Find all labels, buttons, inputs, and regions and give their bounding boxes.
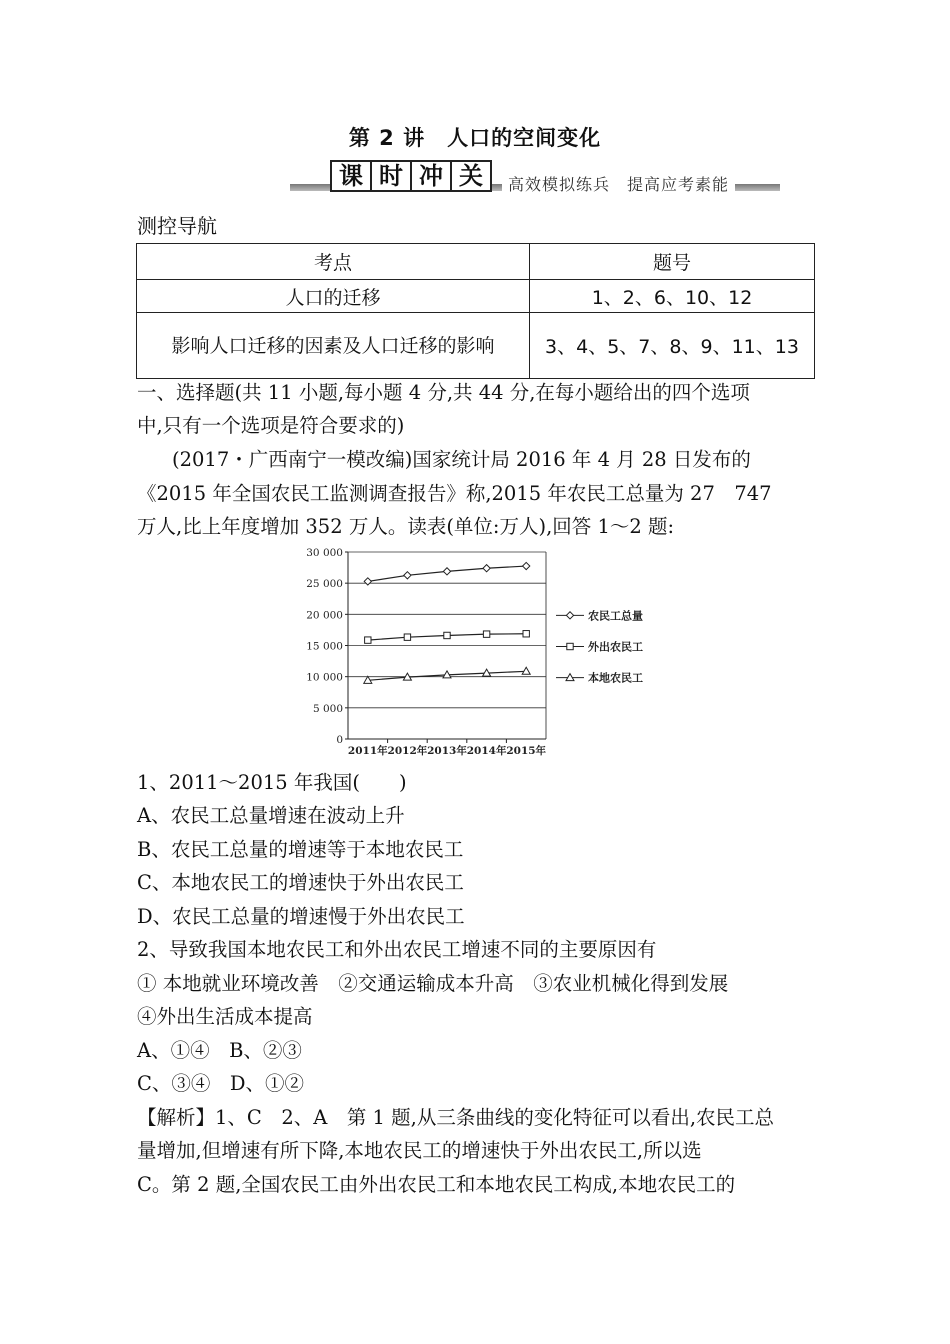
y-tick-label: 20 000 [306, 609, 343, 622]
option-1c: C、本地农民工的增速快于外出农民工 [137, 871, 464, 894]
question-1: 1、2011～2015 年我国( ) [137, 771, 407, 794]
answer-line: 量增加,但增速有所下降,本地农民工的增速快于外出农民工,所以选 [137, 1139, 702, 1162]
data-point-diamond [523, 562, 530, 569]
option-2ab: A、①④ B、②③ [137, 1039, 302, 1062]
question-2: 2、导致我国本地农民工和外出农民工增速不同的主要原因有 [137, 938, 657, 961]
answer-line [137, 1101, 774, 1135]
y-tick-label: 25 000 [306, 578, 343, 591]
data-point-diamond [483, 565, 490, 572]
answer-label: 【解析】 [137, 1106, 216, 1129]
x-tick-labels [348, 744, 547, 757]
answer-text: 1、C 2、A 第 1 题,从三条曲线的变化特征可以看出,农民工总 [215, 1106, 775, 1129]
x-tick-label: 2012年 [387, 745, 428, 757]
paragraph-line: 中,只有一个选项是符合要求的) [137, 414, 405, 437]
paragraph-line: (2017・广西南宁一模改编)国家统计局 2016 年 4 月 28 日发布的 [172, 448, 751, 471]
y-tick-label: 30 000 [306, 547, 343, 559]
x-tick-label: 2014年 [466, 745, 507, 757]
chart-series [364, 562, 530, 683]
data-point-square [567, 643, 573, 649]
page-title: 第 2 讲 人口的空间变化 [348, 126, 602, 150]
paragraph-line: 万人,比上年度增加 352 万人。读表(单位:万人),回答 1～2 题: [137, 515, 675, 538]
data-point-triangle [522, 667, 530, 674]
paragraph-line: 《2015 年全国农民工监测调查报告》称,2015 年农民工总量为 27 747 [137, 482, 772, 505]
data-point-square [523, 631, 529, 637]
x-tick-label: 2011年 [347, 745, 388, 757]
banner-slogan: 高效模拟练兵 提高应考素能 [502, 172, 735, 195]
table-row [137, 280, 815, 313]
table-cell: 3、4、5、7、8、9、11、13 [530, 313, 815, 379]
option-2cd: C、③④ D、①② [137, 1072, 305, 1095]
data-point-diamond [566, 612, 573, 619]
x-tick-label: 2015年 [506, 745, 547, 757]
data-point-square [404, 634, 410, 640]
data-point-diamond [443, 568, 450, 575]
data-point-diamond [364, 578, 371, 585]
legend-label: 本地农民工 [588, 671, 643, 685]
option-1d: D、农民工总量的增速慢于外出农民工 [137, 905, 465, 928]
y-tick-label: 0 [336, 734, 343, 746]
nav-table [136, 243, 815, 379]
banner-char: 关 [450, 160, 492, 192]
y-tick-label: 15 000 [306, 640, 343, 653]
option-1b: B、农民工总量的增速等于本地农民工 [137, 838, 464, 861]
data-point-square [444, 632, 450, 638]
table-row [137, 313, 815, 379]
y-tick-label: 5 000 [312, 702, 343, 715]
banner-char: 冲 [410, 160, 452, 192]
banner-char: 课 [330, 160, 372, 192]
table-cell: 1、2、6、10、12 [530, 280, 815, 313]
option-1a: A、农民工总量增速在波动上升 [137, 804, 405, 827]
table-header-cell: 考点 [137, 244, 530, 280]
data-point-diamond [404, 572, 411, 579]
question-2-items: ④外出生活成本提高 [137, 1005, 313, 1028]
x-tick-label: 2013年 [427, 745, 467, 757]
legend-label: 外出农民工 [588, 640, 643, 654]
banner [290, 160, 780, 194]
banner-char: 时 [370, 160, 412, 192]
data-point-square [365, 637, 371, 643]
y-tick-label: 10 000 [306, 671, 343, 684]
table-cell: 影响人口迁移的因素及人口迁移的影响 [137, 313, 530, 379]
table-header-cell: 题号 [530, 244, 815, 280]
answer-line: C。第 2 题,全国农民工由外出农民工和本地农民工构成,本地农民工的 [137, 1173, 736, 1196]
legend-label: 农民工总量 [588, 609, 643, 623]
table-header-row [137, 244, 815, 280]
y-tick-labels [306, 547, 343, 746]
line-chart [300, 543, 660, 761]
paragraph-line: 一、选择题(共 11 小题,每小题 4 分,共 44 分,在每小题给出的四个选项 [137, 381, 750, 404]
chart-legend [556, 608, 643, 684]
question-2-items: ① 本地就业环境改善 ②交通运输成本升高 ③农业机械化得到发展 [137, 972, 729, 995]
data-point-square [483, 631, 489, 637]
section-label: 测控导航 [137, 214, 217, 238]
table-cell: 人口的迁移 [137, 280, 530, 313]
